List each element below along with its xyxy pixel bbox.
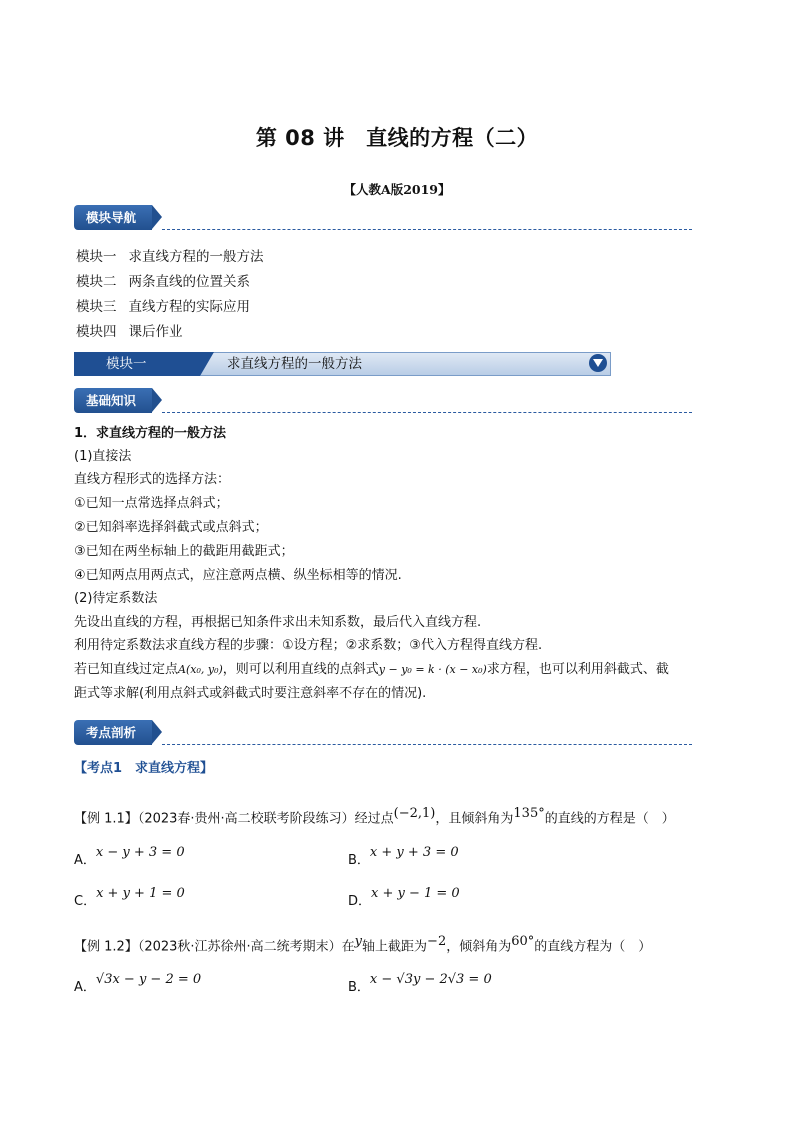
nav-header-tail bbox=[152, 205, 162, 229]
option-label: A． bbox=[74, 853, 96, 868]
basics-header-tail bbox=[152, 388, 162, 412]
option-b[interactable] bbox=[348, 841, 459, 868]
nav-divider bbox=[162, 229, 692, 230]
basics-line: 距式等求解(利用点斜式或斜截式时要注意斜率不存在的情况). bbox=[74, 686, 427, 701]
example-text: 轴上截距为 bbox=[362, 939, 428, 955]
option-b[interactable] bbox=[348, 968, 492, 995]
basics-text: 若已知直线过定点 bbox=[74, 662, 179, 677]
basics-line-point-slope bbox=[74, 660, 669, 680]
option-expr: x − √3y − 2√3 = 0 bbox=[369, 972, 492, 987]
example-tag: 【例 1.1】 bbox=[74, 811, 138, 827]
example-angle: 60° bbox=[511, 934, 535, 949]
example-1-2 bbox=[74, 932, 651, 957]
nav-item-label: 模块二 bbox=[76, 274, 117, 290]
point-formula: A(x₀, y₀) bbox=[178, 663, 223, 676]
example-angle: 135° bbox=[513, 806, 545, 821]
option-expr: √3x − y − 2 = 0 bbox=[95, 972, 202, 987]
option-d[interactable] bbox=[348, 882, 460, 909]
example-1-1 bbox=[74, 804, 675, 829]
basics-header-tag: 基础知识 bbox=[74, 388, 152, 413]
point-slope-formula: y − y₀ = k · (x − x₀) bbox=[378, 663, 487, 676]
chevron-down-icon[interactable] bbox=[589, 354, 607, 372]
basics-line: (2)待定系数法 bbox=[74, 591, 158, 606]
analysis-header-tag: 考点剖析 bbox=[74, 720, 152, 745]
option-label: C． bbox=[74, 894, 97, 909]
option-expr: x + y + 3 = 0 bbox=[369, 845, 459, 860]
example-text: ，倾斜角为 bbox=[446, 939, 512, 955]
basics-line: ③已知在两坐标轴上的截距用截距式； bbox=[74, 544, 294, 559]
example-intercept: −2 bbox=[427, 934, 447, 949]
option-a[interactable] bbox=[74, 968, 202, 995]
basics-line: ①已知一点常选择点斜式； bbox=[74, 496, 229, 511]
basics-line: 直线方程形式的选择方法： bbox=[74, 472, 231, 487]
basics-line: 先设出直线的方程，再根据已知条件求出未知系数，最后代入直线方程. bbox=[74, 615, 482, 630]
nav-item-3[interactable] bbox=[76, 295, 250, 315]
example-text: 的直线的方程是（ ） bbox=[544, 811, 675, 827]
option-a[interactable] bbox=[74, 841, 185, 868]
nav-item-1[interactable] bbox=[76, 245, 264, 265]
module-bar-title: 求直线方程的一般方法 bbox=[190, 352, 611, 376]
nav-item-text: 两条直线的位置关系 bbox=[128, 274, 250, 290]
option-label: B． bbox=[348, 853, 370, 868]
option-expr: x − y + 3 = 0 bbox=[95, 845, 185, 860]
module-bar[interactable] bbox=[74, 352, 611, 376]
example-text: ，且倾斜角为 bbox=[435, 811, 514, 827]
nav-item-text: 求直线方程的一般方法 bbox=[128, 249, 264, 265]
option-label: D． bbox=[348, 894, 372, 909]
point1-heading: 【考点1 求直线方程】 bbox=[74, 761, 214, 776]
basics-line: ②已知斜率选择斜截式或点斜式； bbox=[74, 520, 268, 535]
module-bar-slant bbox=[200, 352, 214, 376]
basics-text: ，则可以利用直线的点斜式 bbox=[222, 662, 379, 677]
nav-item-4[interactable] bbox=[76, 320, 183, 340]
option-expr: x + y − 1 = 0 bbox=[371, 886, 460, 901]
nav-header-tag: 模块导航 bbox=[74, 205, 152, 230]
basics-line: (1)直接法 bbox=[74, 449, 132, 464]
basics-line: 利用待定系数法求直线方程的步骤：①设方程；②求系数；③代入方程得直线方程. bbox=[74, 638, 543, 653]
nav-item-text: 课后作业 bbox=[128, 324, 183, 340]
example-axis: y bbox=[354, 934, 363, 949]
basics-heading: 1．求直线方程的一般方法 bbox=[74, 426, 227, 441]
option-expr: x + y + 1 = 0 bbox=[96, 886, 185, 901]
nav-item-label: 模块一 bbox=[76, 249, 117, 265]
example-source: （2023春·贵州·高二校联考阶段练习）经过点 bbox=[137, 811, 394, 827]
nav-item-2[interactable] bbox=[76, 270, 250, 290]
nav-item-label: 模块三 bbox=[76, 299, 117, 315]
edition-label: 【人教A版2019】 bbox=[343, 182, 451, 197]
nav-item-text: 直线方程的实际应用 bbox=[128, 299, 250, 315]
example-point: (−2,1) bbox=[393, 806, 436, 821]
page-title: 第 08 讲 直线的方程（二） bbox=[255, 126, 539, 150]
example-tag: 【例 1.2】 bbox=[74, 939, 138, 955]
example-source: （2023秋·江苏徐州·高二统考期末）在 bbox=[137, 939, 355, 955]
option-label: A． bbox=[74, 980, 96, 995]
option-c[interactable] bbox=[74, 882, 185, 909]
basics-text: 求方程，也可以利用斜截式、截 bbox=[486, 662, 669, 677]
option-label: B． bbox=[348, 980, 370, 995]
analysis-divider bbox=[162, 744, 692, 745]
nav-item-label: 模块四 bbox=[76, 324, 117, 340]
analysis-header-tail bbox=[152, 720, 162, 744]
basics-divider bbox=[162, 412, 692, 413]
module-bar-label: 模块一 bbox=[74, 352, 200, 376]
example-text: 的直线方程为（ ） bbox=[534, 939, 652, 955]
basics-line: ④已知两点用两点式，应注意两点横、纵坐标相等的情况. bbox=[74, 568, 402, 583]
